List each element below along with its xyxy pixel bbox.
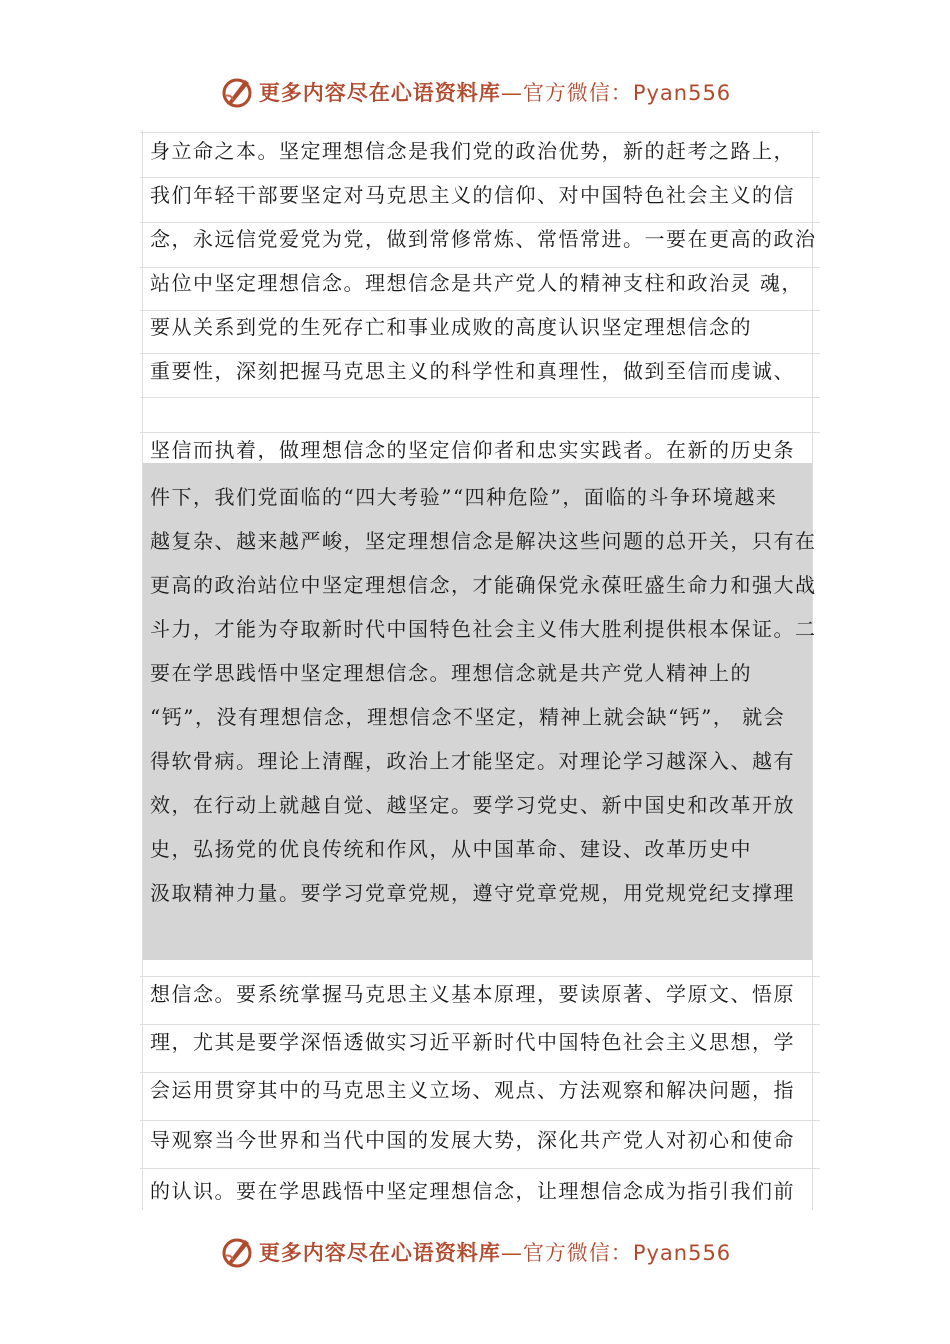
ruling-line xyxy=(140,1168,820,1169)
ruling-line xyxy=(140,353,820,354)
body-line: 得软骨病。理论上清醒，政治上才能坚定。对理论学习越深入、越有 xyxy=(150,749,795,773)
body-line: 想信念。要系统掌握马克思主义基本原理，要读原著、学原文、悟原 xyxy=(150,982,795,1006)
page-footer xyxy=(0,1232,950,1272)
quill-logo-icon xyxy=(219,1234,255,1270)
wechat-id: Pyan556 xyxy=(632,81,732,105)
body-line: 的认识。要在学思践悟中坚定理想信念，让理想信念成为指引我们前 xyxy=(150,1179,795,1203)
brand-text: 更多内容尽在心语资料库 xyxy=(258,81,501,105)
ruling-line xyxy=(140,1072,820,1073)
margin-line xyxy=(142,130,143,1210)
body-line: 理，尤其是要学深悟透做实习近平新时代中国特色社会主义思想，学 xyxy=(150,1030,795,1054)
ruling-line xyxy=(140,976,820,977)
ruling-line xyxy=(140,132,820,133)
body-line: 重要性，深刻把握马克思主义的科学性和真理性，做到至信而虔诚、 xyxy=(150,359,795,383)
body-line: 坚信而执着，做理想信念的坚定信仰者和忠实实践者。在新的历史条 xyxy=(150,438,795,462)
body-line: 站位中坚定理想信念。理想信念是共产党人的精神支柱和政治灵 魂， xyxy=(150,271,803,295)
body-line: 斗力，才能为夺取新时代中国特色社会主义伟大胜利提供根本保证。二 xyxy=(150,617,817,641)
body-line: 要在学思践悟中坚定理想信念。理想信念就是共产党人精神上的 xyxy=(150,661,752,685)
ruling-line xyxy=(140,1024,820,1025)
body-line: 更高的政治站位中坚定理想信念，才能确保党永葆旺盛生命力和强大战 xyxy=(150,573,817,597)
ruling-line xyxy=(140,310,820,311)
body-line: 身立命之本。坚定理想信念是我们党的政治优势，新的赶考之路上， xyxy=(150,139,795,163)
ruling-line xyxy=(140,397,820,398)
wechat-label: 官方微信： xyxy=(522,81,633,105)
header-brand xyxy=(259,77,731,107)
ruling-line xyxy=(140,222,820,223)
body-line: 效，在行动上就越自觉、越坚定。要学习党史、新中国史和改革开放 xyxy=(150,793,795,817)
body-line: 要从关系到党的生死存亡和事业成败的高度认识坚定理想信念的 xyxy=(150,315,752,339)
brand-text: 更多内容尽在心语资料库 xyxy=(258,1241,501,1265)
body-line: “钙”，没有理想信念，理想信念不坚定，精神上就会缺“钙”， 就会 xyxy=(150,705,786,729)
page-header xyxy=(0,72,950,112)
wechat-id: Pyan556 xyxy=(632,1241,732,1265)
brand-dash: — xyxy=(500,81,523,105)
body-line: 导观察当今世界和当代中国的发展大势，深化共产党人对初心和使命 xyxy=(150,1128,795,1152)
body-line: 件下，我们党面临的“四大考验”“四种危险”，面临的斗争环境越来 xyxy=(150,485,778,509)
ruling-line xyxy=(140,432,820,433)
ruling-line xyxy=(140,1120,820,1121)
brand-dash: — xyxy=(500,1241,523,1265)
body-line: 念，永远信党爱党为党，做到常修常炼、常悟常进。一要在更高的政治 xyxy=(150,227,817,251)
body-line: 越复杂、越来越严峻，坚定理想信念是解决这些问题的总开关，只有在 xyxy=(150,529,817,553)
body-line: 我们年轻干部要坚定对马克思主义的信仰、对中国特色社会主义的信 xyxy=(150,183,795,207)
body-line: 会运用贯穿其中的马克思主义立场、观点、方法观察和解决问题，指 xyxy=(150,1078,795,1102)
quill-logo-icon xyxy=(219,74,255,110)
wechat-label: 官方微信： xyxy=(522,1241,633,1265)
body-line: 史，弘扬党的优良传统和作风，从中国革命、建设、改革历史中 xyxy=(150,837,752,861)
footer-brand xyxy=(259,1237,731,1267)
ruling-line xyxy=(140,177,820,178)
body-line: 汲取精神力量。要学习党章党规，遵守党章党规，用党规党纪支撑理 xyxy=(150,881,795,905)
